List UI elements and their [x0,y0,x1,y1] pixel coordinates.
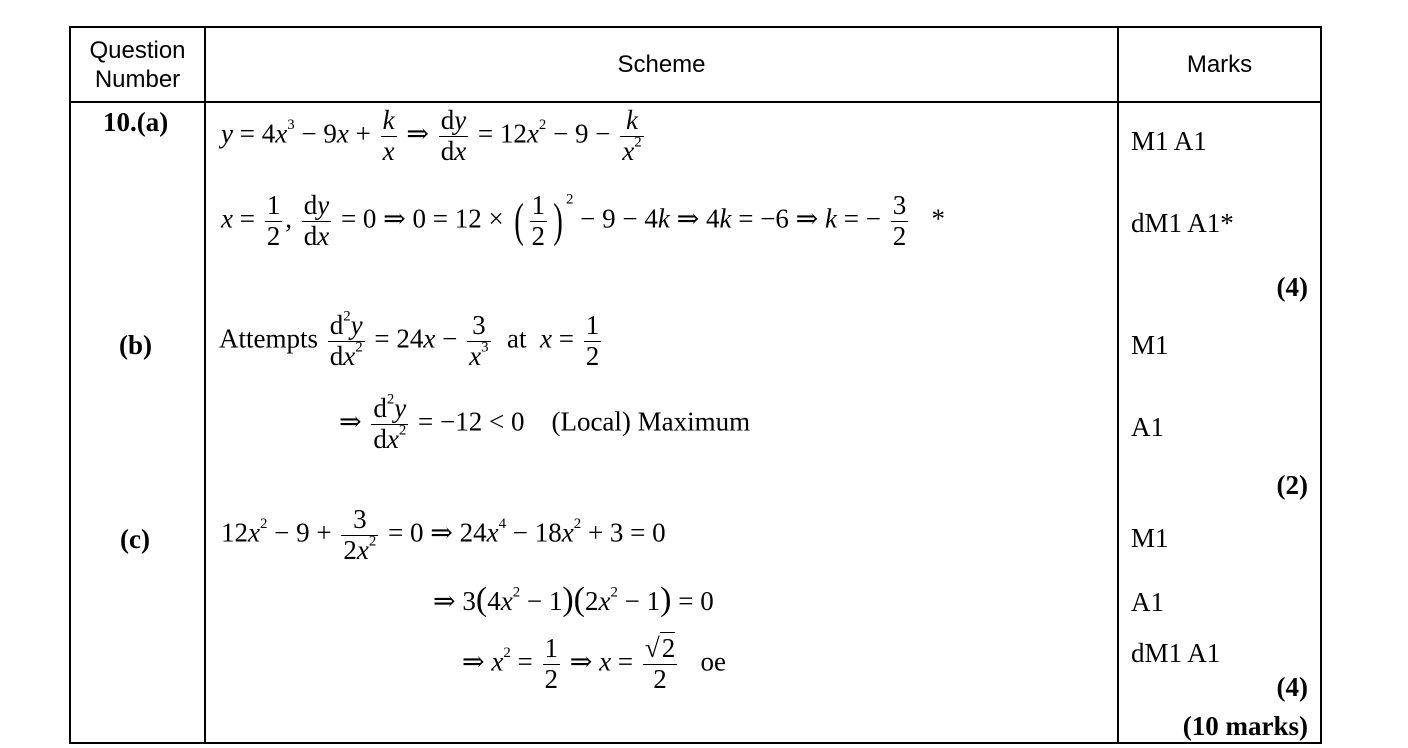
oe-text: oe [700,646,726,677]
subtotal-b: (2) [1276,470,1308,500]
equation-a1: $y = 4x^3 - 9x$ + $\frac{k}{x}$ ⇒ $\frac{dy}{dx}$ = $12x^2 - 9$ − $\frac{k}{x^2}$ [221,105,642,166]
mark-b2: A1 [1131,412,1164,442]
label-part-b: (b) [119,330,152,360]
equation-b1: Attempts $\frac{d^2y}{dx^2}$ = 24x − $\frac{3}{x^3}$ at x = $\frac{1}{2}$ [219,308,600,371]
subtotal-a: (4) [1276,272,1308,302]
mark-c3: dM1 A1 [1131,638,1221,668]
header-scheme: Scheme [617,51,706,78]
grand-total: (10 marks) [1182,711,1308,741]
header-question-number: Question Number [89,37,186,93]
local-maximum-text: (Local) Maximum [551,406,751,437]
mark-c1: M1 [1131,523,1169,553]
equation-a2: x = $\frac{1}{2}$ , $\frac{dy}{dx}$ = 0 ⇒ 0 = 12 × ( $\frac{1}{2}$ ) $^2$ − 9 − 4k ⇒ 4k = −6 ⇒ k = − $\frac{3}{2}$ * [221,190,945,251]
mark-c2: A1 [1131,587,1164,617]
column-divider [1117,26,1119,744]
subtotal-c: (4) [1276,672,1308,702]
star-marker: * [931,203,945,234]
attempts-text: Attempts [219,323,318,354]
mark-b1: M1 [1131,330,1169,360]
equation-c2: ⇒ $3(4x^2 - 1)(2x^2 - 1) = 0$ [433,581,714,618]
column-divider [204,26,206,744]
label-part-c: (c) [120,524,150,554]
header-divider [69,101,1322,103]
mark-a2: dM1 A1* [1131,208,1234,238]
mark-a1: M1 A1 [1131,126,1207,156]
header-marks: Marks [1186,51,1253,78]
label-part-a: 10.(a) [103,107,169,137]
equation-b2: ⇒ $\frac{d^2y}{dx^2}$ = −12 < 0 (Local) Maximum [339,391,751,454]
at-text: at [507,323,527,354]
equation-c1: $12x^2 - 9$ + $\frac{3}{2x^2}$ = 0 ⇒ $24x^4 - 18x^2 + 3 = 0$ [221,504,666,565]
equation-c3: ⇒ $x^2$ = $\frac{1}{2}$ ⇒ x = $\frac{√2}{2}$ oe [462,633,726,694]
